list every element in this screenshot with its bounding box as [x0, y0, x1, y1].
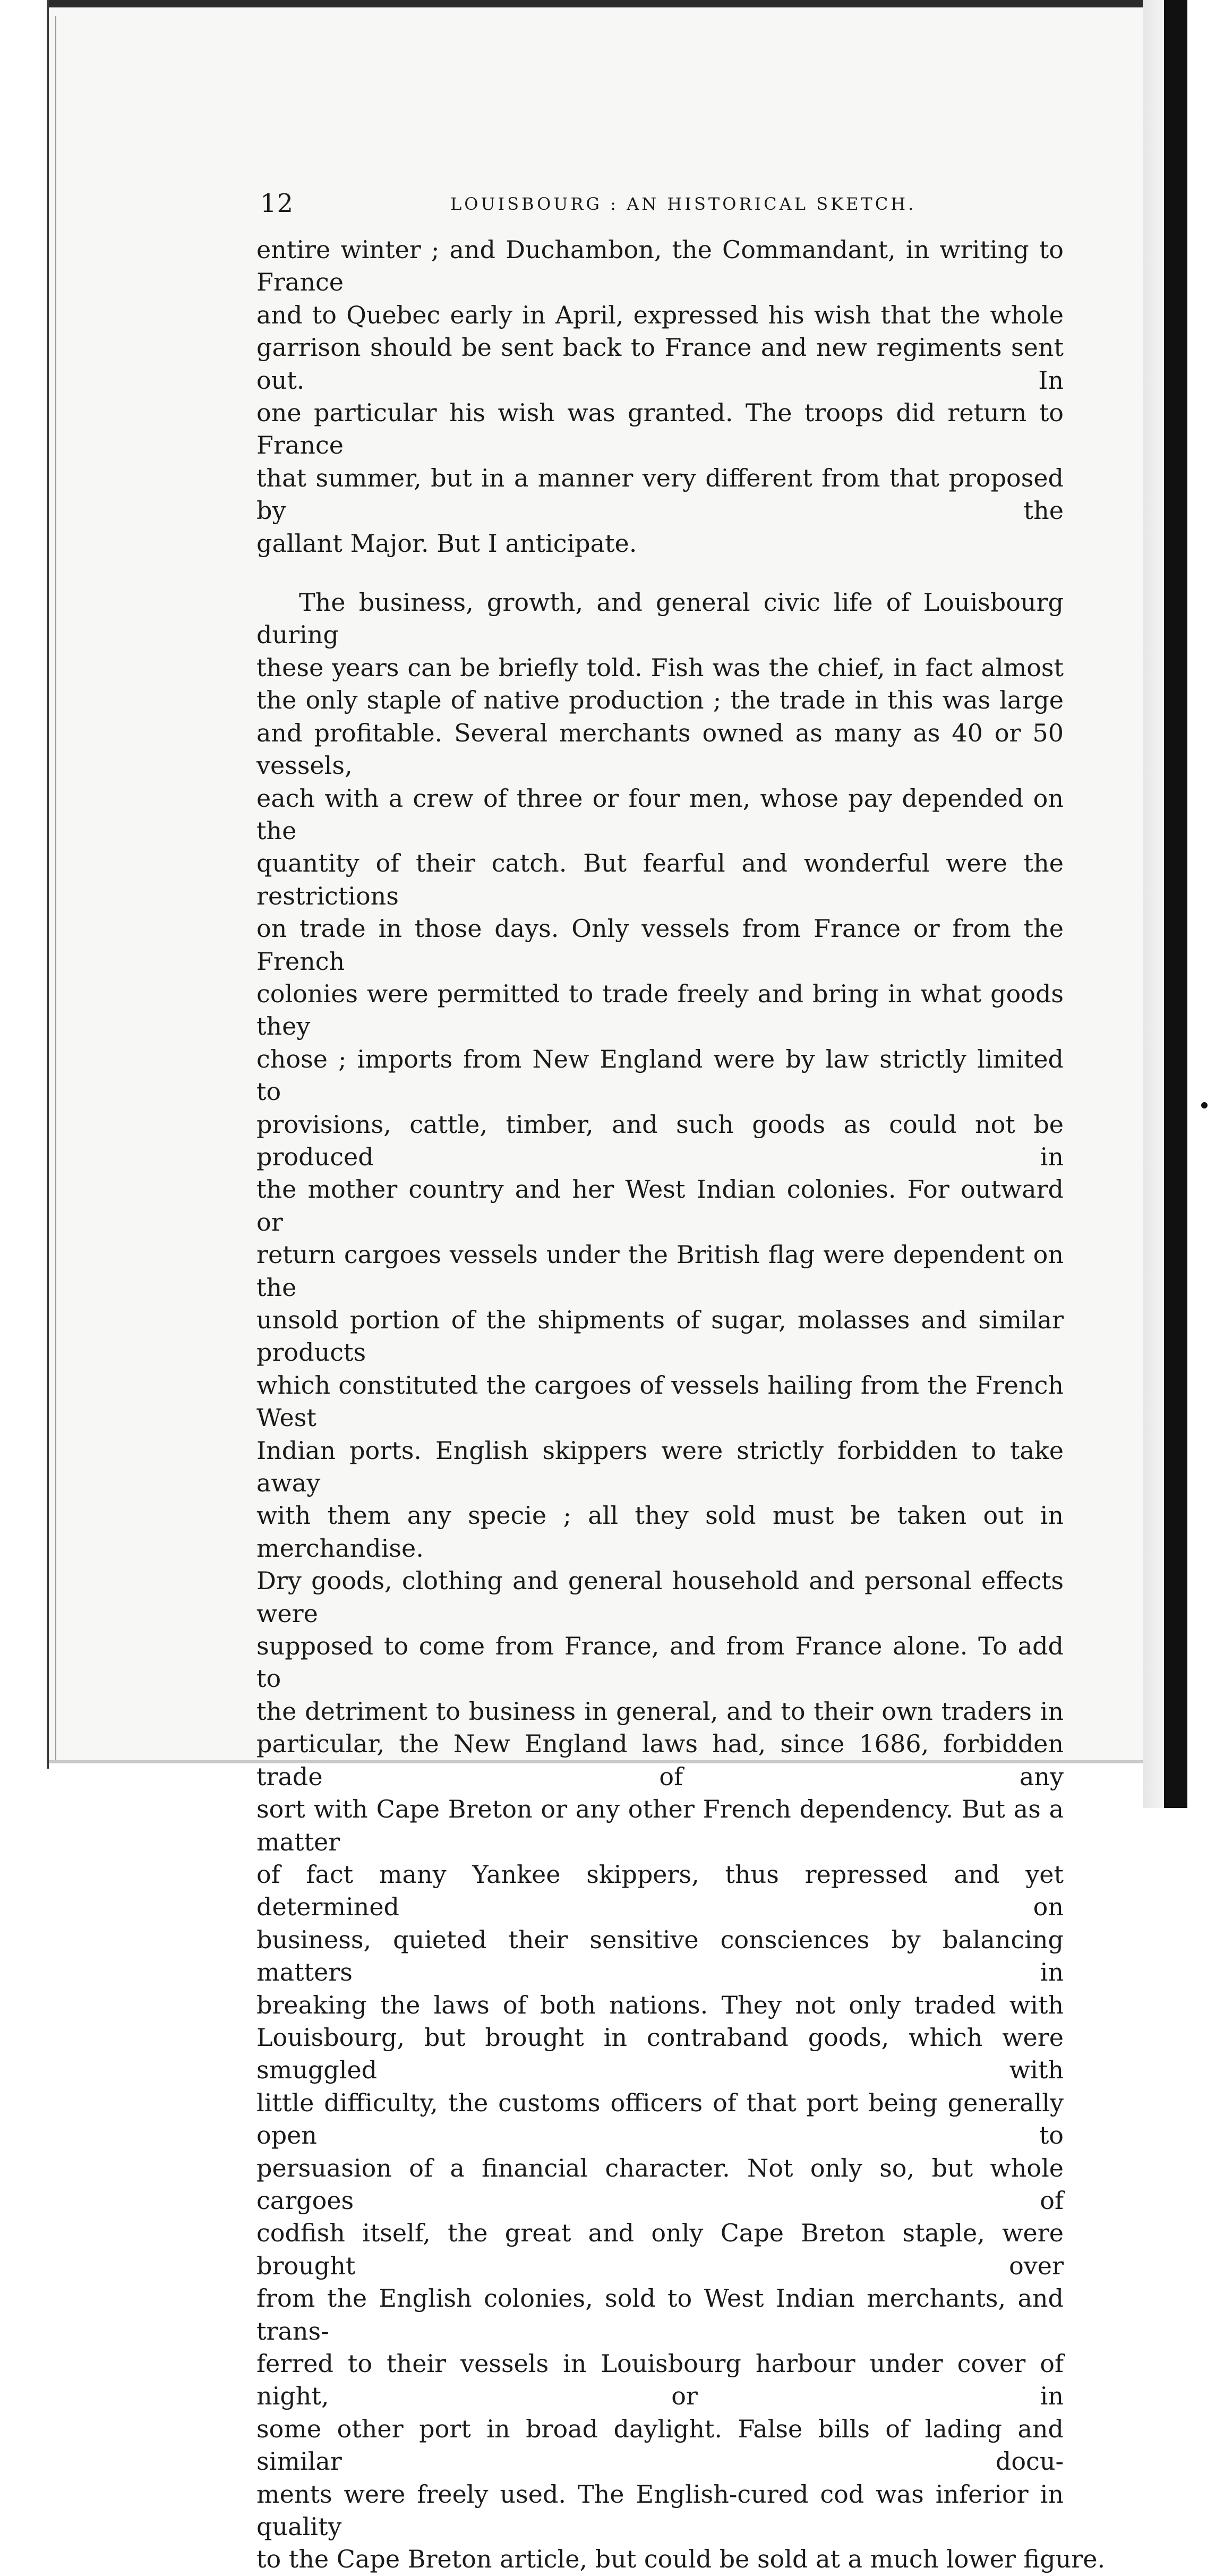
text-line: persuasion of a financial character. Not only so, but whole cargoes of: [256, 2153, 1064, 2215]
text-line: from the English colonies, sold to West Indian merchants, and trans-: [256, 2284, 1064, 2345]
running-title: LOUISBOURG : AN HISTORICAL SKETCH.: [450, 194, 917, 214]
text-line: colonies were permitted to trade freely and bring in what goods they: [256, 979, 1064, 1041]
paragraph: [256, 586, 1106, 2576]
text-line: Louisbourg, but brought in contraband goods, which were smuggled with: [256, 2023, 1064, 2085]
text-line: garrison should be sent back to France and new regiments sent out. In: [256, 333, 1064, 395]
paragraph: [256, 234, 1064, 560]
text-line: supposed to come from France, and from France alone. To add to: [256, 1632, 1064, 1693]
scan-speck: [1201, 1102, 1208, 1108]
text-line: particular, the New England laws had, since 1686, forbidden trade of any: [256, 1729, 1064, 1791]
text-line: Dry goods, clothing and general household and personal effects were: [256, 1566, 1064, 1628]
page-gutter-shadow: [1143, 0, 1164, 1808]
text-line: the detriment to business in general, and to their own traders in: [256, 1696, 1064, 1726]
book-binding: [1164, 0, 1187, 1808]
page-header: [260, 189, 1057, 220]
text-line: The business, growth, and general civic life of Louisbourg during: [256, 588, 1064, 650]
text-line: that summer, but in a manner very different from that proposed by the: [256, 463, 1064, 525]
text-line: sort with Cape Breton or any other French dependency. But as a matter: [256, 1795, 1064, 1856]
body-text: [256, 234, 1106, 2576]
text-line: which constituted the cargoes of vessels hailing from the French West: [256, 1370, 1064, 1432]
text-line: some other port in broad daylight. False bills of lading and similar docu-: [256, 2414, 1064, 2476]
text-line: business, quieted their sensitive consciences by balancing matters in: [256, 1925, 1064, 1987]
text-line: with them any specie ; all they sold must be taken out in merchandise.: [256, 1501, 1064, 1563]
text-line: the mother country and her West Indian colonies. For outward or: [256, 1175, 1064, 1236]
text-line: provisions, cattle, timber, and such goods as could not be produced in: [256, 1110, 1064, 1171]
text-line: quantity of their catch. But fearful and wonderful were the restrictions: [256, 849, 1064, 910]
page-number: 12: [260, 189, 294, 218]
text-line: and profitable. Several merchants owned as many as 40 or 50 vessels,: [256, 718, 1064, 780]
text-line: codfish itself, the great and only Cape Breton staple, were brought over: [256, 2219, 1064, 2280]
text-line: these years can be briefly told. Fish was the chief, in fact almost: [256, 653, 1064, 682]
text-line: gallant Major. But I anticipate.: [256, 528, 637, 558]
text-line: ments were freely used. The English-cured cod was inferior in quality: [256, 2479, 1064, 2541]
text-line: entire winter ; and Duchambon, the Commandant, in writing to France: [256, 235, 1064, 297]
text-line: each with a crew of three or four men, whose pay depended on the: [256, 783, 1064, 845]
text-line: Indian ports. English skippers were strictly forbidden to take away: [256, 1436, 1064, 1498]
scan-left-inner-edge: [55, 16, 56, 1763]
text-line: to the Cape Breton article, but could be sold at a much lower figure.: [256, 2545, 1106, 2574]
text-line: little difficulty, the customs officers of that port being generally open to: [256, 2088, 1064, 2150]
text-line: chose ; imports from New England were by law strictly limited to: [256, 1044, 1064, 1106]
text-line: of fact many Yankee skippers, thus repressed and yet determined on: [256, 1860, 1064, 1922]
text-line: ferred to their vessels in Louisbourg harbour under cover of night, or in: [256, 2349, 1064, 2411]
text-line: one particular his wish was granted. The troops did return to France: [256, 398, 1064, 460]
text-line: return cargoes vessels under the British flag were dependent on the: [256, 1240, 1064, 1302]
scan-top-edge: [48, 0, 1163, 7]
text-line: unsold portion of the shipments of sugar, molasses and similar products: [256, 1306, 1064, 1367]
text-line: breaking the laws of both nations. They not only traded with: [256, 1990, 1064, 2019]
text-line: and to Quebec early in April, expressed his wish that the whole: [256, 300, 1064, 329]
text-line: the only staple of native production ; the trade in this was large: [256, 686, 1064, 715]
text-line: on trade in those days. Only vessels from France or from the French: [256, 914, 1064, 976]
